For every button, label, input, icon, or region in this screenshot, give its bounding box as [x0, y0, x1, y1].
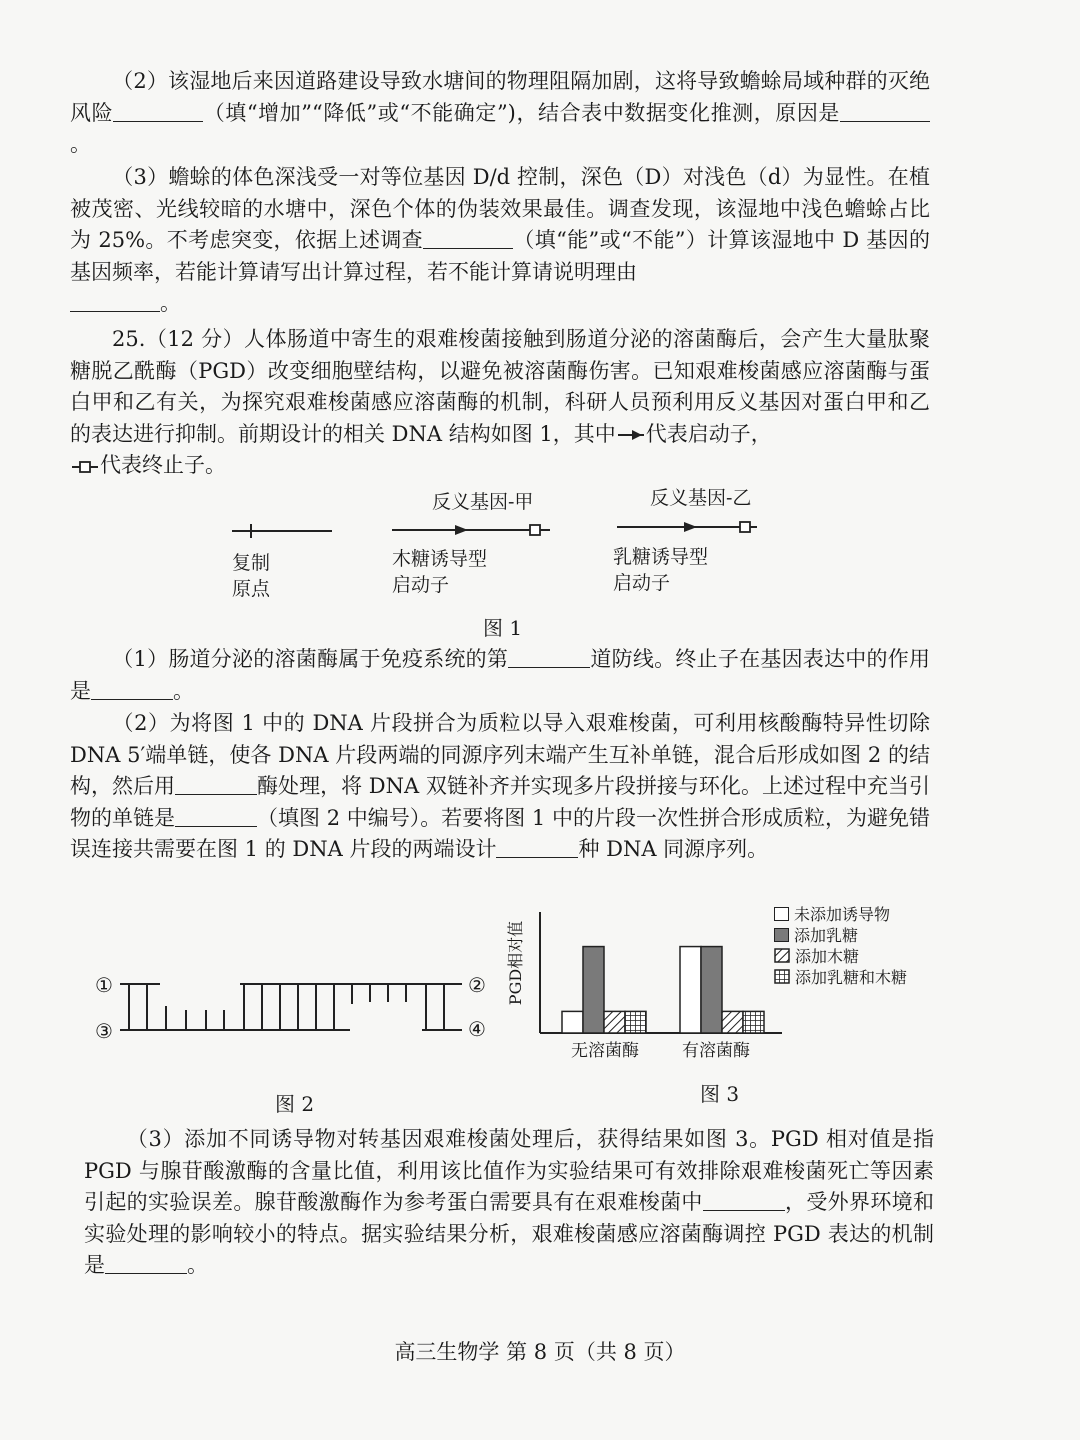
answer-blank[interactable]: [703, 1190, 785, 1211]
bar-gray-no-lysozyme: [583, 947, 604, 1033]
strand-label-1: ①: [95, 973, 113, 997]
answer-blank[interactable]: [70, 291, 160, 312]
answer-blank[interactable]: [175, 774, 257, 795]
antisense-gene-b-segment: [617, 522, 757, 532]
terminator-icon: [70, 460, 100, 474]
strand-label-2: ②: [468, 973, 486, 997]
legend-item: 添加木糖: [774, 945, 907, 966]
lactose-promoter-label: 乳糖诱导型 启动子: [613, 546, 709, 594]
antisense-gene-b-title: 反义基因-乙: [650, 487, 752, 509]
q25-intro: 25.（12 分）人体肠道中寄生的艰难梭菌接触到肠道分泌的溶菌酶后，会产生大量肽聚糖脱乙酰酶（PGD）改变细胞壁结构，以避免被溶菌酶伤害。已知艰难梭菌感应溶菌酶与蛋白甲和乙有关，为探究艰难梭菌感应溶菌酶的机制，科研人员预利用反义基因对蛋白甲和乙的表达进行抑制。前期设计的相关 DNA 结构如图 1，其中 代表启动子， 代表终止子。: [70, 327, 930, 477]
bar-grid-no-lysozyme: [625, 1011, 646, 1033]
x-tick-label-no-lysozyme: 无溶菌酶: [571, 1041, 639, 1061]
bar-grid-with-lysozyme: [743, 1011, 764, 1033]
replication-origin-label: 复制 原点: [232, 552, 271, 600]
y-axis-label: PGD相对值: [506, 920, 526, 1006]
answer-blank[interactable]: [113, 101, 203, 122]
xylose-promoter-label: 木糖诱导型 启动子: [392, 548, 488, 596]
legend-swatch-hatch: [774, 948, 790, 963]
q24-part3: （3）蟾蜍的体色深浅受一对等位基因 D/d 控制，深色（D）对浅色（d）为显性。在植被茂密、光线较暗的水塘中，深色个体的伪装效果最佳。调查发现，该湿地中浅色蟾蜍占比为 25%。不考虑突变，依据上述调查 （填“能”或“不能”）计算该湿地中 D 基因的基因频率，若能计算请写出计算过程，若不能计算请说明理由 。: [70, 165, 930, 315]
figure-3-caption: 图 3: [700, 1082, 740, 1106]
x-tick-label-with-lysozyme: 有溶菌酶: [682, 1041, 750, 1061]
promoter-arrow-icon: [616, 428, 646, 442]
figure-2-caption: 图 2: [275, 1092, 315, 1116]
promoter-arrow-icon: [684, 522, 697, 532]
legend-swatch-gray: [774, 928, 789, 942]
answer-blank[interactable]: [508, 647, 590, 668]
answer-blank[interactable]: [423, 228, 513, 249]
answer-blank[interactable]: [105, 1253, 187, 1274]
answer-blank[interactable]: [840, 101, 930, 122]
bar-white-no-lysozyme: [562, 1011, 583, 1033]
legend-item: 添加乳糖: [774, 924, 907, 945]
chart-legend: [774, 903, 907, 987]
legend-item: 未添加诱导物: [774, 903, 907, 924]
bar-white-with-lysozyme: [680, 947, 701, 1033]
figure-2: [0, 960, 520, 1060]
antisense-gene-a-segment: [392, 525, 550, 535]
figure-1: [0, 480, 1080, 620]
legend-swatch-white: [774, 907, 789, 921]
terminator-icon: [530, 525, 540, 535]
figure-1-caption: 图 1: [483, 616, 523, 640]
bar-hatch-no-lysozyme: [604, 1011, 625, 1033]
bar-hatch-with-lysozyme: [722, 1011, 743, 1033]
replication-origin-segment: [232, 524, 332, 538]
q25-sub3: （3）添加不同诱导物对转基因艰难梭菌处理后，获得结果如图 3。PGD 相对值是指 PGD 与腺苷酸激酶的含量比值，利用该比值作为实验结果可有效排除艰难梭菌死亡等因素引起的实验误差。腺苷酸激酶作为参考蛋白需要具有在艰难梭菌中 ，受外界环境和实验处理的影响较小的特点。据实验结果分析，艰难梭菌感应溶菌酶调控 PGD 表达的机制是 。: [84, 1127, 935, 1277]
legend-swatch-grid: [774, 969, 790, 984]
q25-sub2: （2）为将图 1 中的 DNA 片段拼合为质粒以导入艰难梭菌，可利用核酸酶特异性切除 DNA 5′端单链，使各 DNA 片段两端的同源序列末端产生互补单链，混合后形成如图 2 的结构，然后用 酶处理，将 DNA 双链补齐并实现多片段拼接与环化。上述过程中充当引物的单链是 （填图 2 中编号）。若要将图 1 中的片段一次性拼合形成质粒，为避免错误连接共需要在图 1 的 DNA 片段的两端设计 种 DNA 同源序列。: [70, 711, 931, 861]
promoter-arrow-icon: [455, 525, 468, 535]
legend-item: 添加乳糖和木糖: [774, 966, 907, 987]
q24-part2: （2）该湿地后来因道路建设导致水塘间的物理阻隔加剧，这将导致蟾蜍局域种群的灭绝风险 （填“增加”“降低”或“不能确定”)，结合表中数据变化推测，原因是。: [70, 69, 930, 156]
antisense-gene-a-title: 反义基因-甲: [432, 491, 534, 513]
strand-label-4: ④: [468, 1017, 486, 1041]
terminator-icon: [740, 522, 750, 532]
q25-sub1: （1）肠道分泌的溶菌酶属于免疫系统的第 道防线。终止子在基因表达中的作用是 。: [70, 647, 931, 703]
answer-blank[interactable]: [175, 806, 257, 827]
answer-blank[interactable]: [91, 679, 173, 700]
page-footer: 高三生物学 第 8 页（共 8 页）: [394, 1340, 686, 1364]
answer-blank[interactable]: [496, 837, 578, 858]
strand-label-3: ③: [95, 1019, 113, 1043]
bar-gray-with-lysozyme: [701, 947, 722, 1033]
